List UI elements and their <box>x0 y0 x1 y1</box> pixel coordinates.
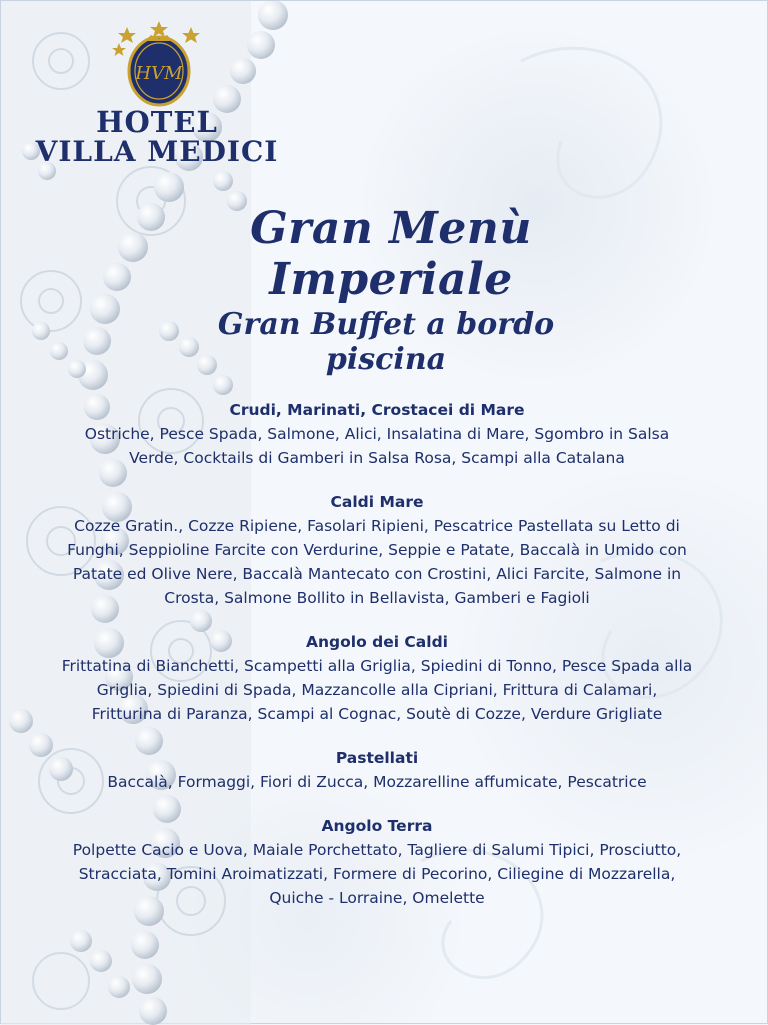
section-line: Crosta, Salmone Bollito in Bellavista, Gamberi e Fagioli <box>164 589 590 607</box>
section-heading: Pastellati <box>335 749 419 767</box>
menu-title: Gran Menù Imperiale <box>250 203 532 305</box>
section-line: Verde, Cocktails di Gamberi in Salsa Rosa, Scampi alla Catalana <box>129 449 625 467</box>
hotel-name-line2: VILLA MEDICI <box>35 135 279 168</box>
section-heading: Caldi Mare <box>330 493 424 511</box>
section-line: Baccalà, Formaggi, Fiori di Zucca, Mozzarelline affumicate, Pescatrice <box>107 773 647 791</box>
menu-sections <box>31 398 723 930</box>
section-heading: Angolo Terra <box>321 817 433 835</box>
menu-section-caldi-mare <box>31 490 723 610</box>
section-heading: Crudi, Marinati, Crostacei di Mare <box>229 401 525 419</box>
logo-monogram: HVM <box>135 63 183 84</box>
section-line: Patate ed Olive Nere, Baccalà Mantecato con Crostini, Alici Farcite, Salmone in <box>72 565 682 583</box>
section-line: Polpette Cacio e Uova, Maiale Porchettato, Tagliere di Salumi Tipici, Prosciutto, <box>72 841 682 859</box>
menu-section-pastellati <box>31 746 723 794</box>
menu-section-angolo-caldi <box>31 630 723 726</box>
section-line: Fritturina di Paranza, Scampi al Cognac, Soutè di Cozze, Verdure Grigliate <box>91 705 663 723</box>
section-line: Griglia, Spiedini di Spada, Mazzancolle alla Cipriani, Frittura di Calamari, <box>96 681 658 699</box>
menu-section-angolo-terra <box>31 814 723 910</box>
menu-section-crudi <box>31 398 723 470</box>
section-line: Cozze Gratin., Cozze Ripiene, Fasolari Ripieni, Pescatrice Pastellata su Letto di <box>74 517 680 535</box>
section-heading: Angolo dei Caldi <box>305 633 448 651</box>
section-line: Stracciata, Tomini Aroimatizzati, Formere di Pecorino, Ciliegine di Mozzarella, <box>78 865 676 883</box>
section-line: Frittatina di Bianchetti, Scampetti alla Griglia, Spiedini di Tonno, Pesce Spada alla <box>61 657 693 675</box>
hotel-name-line1: HOTEL <box>96 105 218 139</box>
section-line: Funghi, Seppioline Farcite con Verdurine, Seppie e Patate, Baccalà in Umido con <box>67 541 687 559</box>
menu-subtitle: Gran Buffet a bordo piscina <box>217 307 555 377</box>
section-line: Ostriche, Pesce Spada, Salmone, Alici, Insalatina di Mare, Sgombro in Salsa <box>84 425 670 443</box>
section-line: Quiche - Lorraine, Omelette <box>269 889 485 907</box>
